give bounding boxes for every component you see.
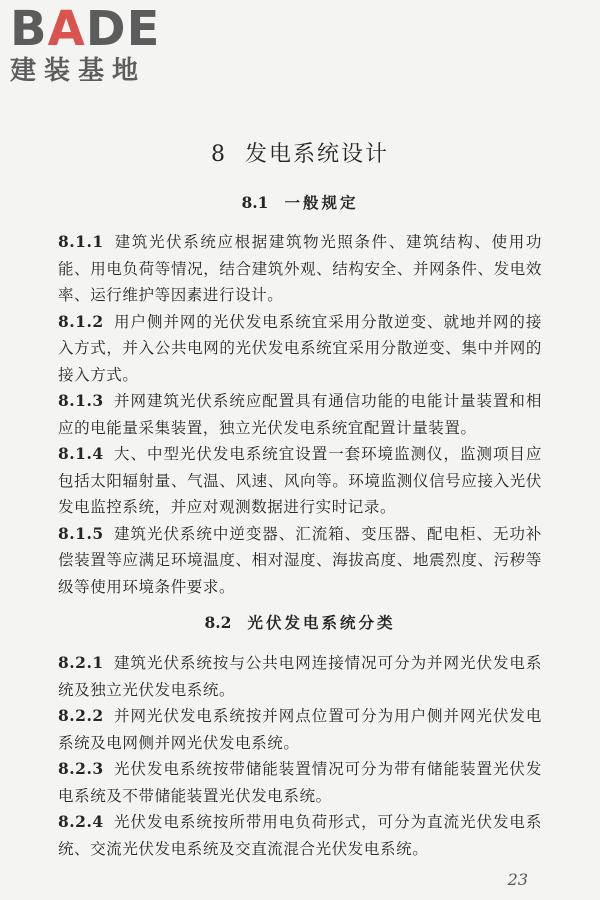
logo-letters-de: DE xyxy=(85,1,161,57)
clause-number: 8.1.3 xyxy=(58,391,104,410)
clause-8-1-3 xyxy=(58,388,542,441)
section-number: 8.1 xyxy=(241,193,269,212)
clause-number: 8.2.4 xyxy=(58,812,104,831)
clause-8-2-1 xyxy=(58,650,542,703)
clause-text: 用户侧并网的光伏发电系统宜采用分散逆变、就地并网的接入方式，并入公共电网的光伏发电系统宜采用分散逆变、集中并网的接入方式。 xyxy=(58,312,542,384)
logo-tagline: 建装基地 xyxy=(10,56,147,86)
clause-text: 建筑光伏系统中逆变器、汇流箱、变压器、配电柜、无功补偿装置等应满足环境温度、相对湿度、海拔高度、地震烈度、污秽等级等使用环境条件要求。 xyxy=(58,524,542,596)
clause-text: 并网建筑光伏系统应配置具有通信功能的电能计量装置和相应的电能量采集装置，独立光伏发电系统宜配置计量装置。 xyxy=(58,392,542,437)
chapter-heading: 发电系统设计 xyxy=(244,142,389,167)
clause-number: 8.2.3 xyxy=(58,759,104,778)
section-8-1-clauses xyxy=(58,229,542,600)
clause-number: 8.1.5 xyxy=(58,523,104,543)
clause-text: 建筑光伏系统按与公共电网连接情况可分为并网光伏发电系统及独立光伏发电系统。 xyxy=(58,654,542,699)
clause-text: 并网光伏发电系统按并网点位置可分为用户侧并网光伏发电系统及电网侧并网光伏发电系统。 xyxy=(58,707,542,752)
clause-8-1-4 xyxy=(58,441,542,521)
chapter-number: 8 xyxy=(210,142,227,167)
clause-number: 8.1.2 xyxy=(58,311,104,331)
section-heading: 光伏发电系统分类 xyxy=(247,613,396,632)
clause-number: 8.2.1 xyxy=(58,653,104,672)
logo-letter-b: B xyxy=(10,1,48,57)
clause-text: 建筑光伏系统应根据建筑物光照条件、建筑结构、使用功能、用电负荷等情况，结合建筑外观、结构安全、并网条件、发电效率、运行维护等因素进行设计。 xyxy=(58,233,542,304)
clause-number: 8.1.4 xyxy=(58,444,104,463)
logo-wordmark xyxy=(10,1,180,57)
clause-8-2-3 xyxy=(58,756,542,809)
section-number: 8.2 xyxy=(204,613,232,632)
clause-8-1-1 xyxy=(58,229,542,309)
clause-text: 光伏发电系统按带储能装置情况可分为带有储能装置光伏发电系统及不带储能装置光伏发电系统。 xyxy=(58,760,542,805)
section-title-8-1 xyxy=(0,191,600,213)
clause-text: 大、中型光伏发电系统宜设置一套环境监测仪，监测项目应包括太阳辐射量、气温、风速、风向等。环境监测仪信号应接入光伏发电监控系统，并应对观测数据进行实时记录。 xyxy=(58,445,542,516)
clause-8-2-4 xyxy=(58,809,542,862)
section-heading: 一般规定 xyxy=(284,193,359,212)
section-title-8-2 xyxy=(0,611,600,633)
clause-8-1-5 xyxy=(58,521,542,601)
page-number: 23 xyxy=(507,870,528,889)
clause-text: 光伏发电系统按所带用电负荷形式，可分为直流光伏发电系统、交流光伏发电系统及交直流混合光伏发电系统。 xyxy=(58,813,542,858)
chapter-title xyxy=(0,137,600,168)
clause-8-1-2 xyxy=(58,309,542,389)
logo-letter-a-accent: A xyxy=(47,1,86,57)
clause-number: 8.2.2 xyxy=(58,706,104,725)
brand-logo xyxy=(10,1,180,88)
clause-8-2-2 xyxy=(58,703,542,756)
clause-number: 8.1.1 xyxy=(58,232,104,251)
section-8-2-clauses xyxy=(58,650,542,862)
